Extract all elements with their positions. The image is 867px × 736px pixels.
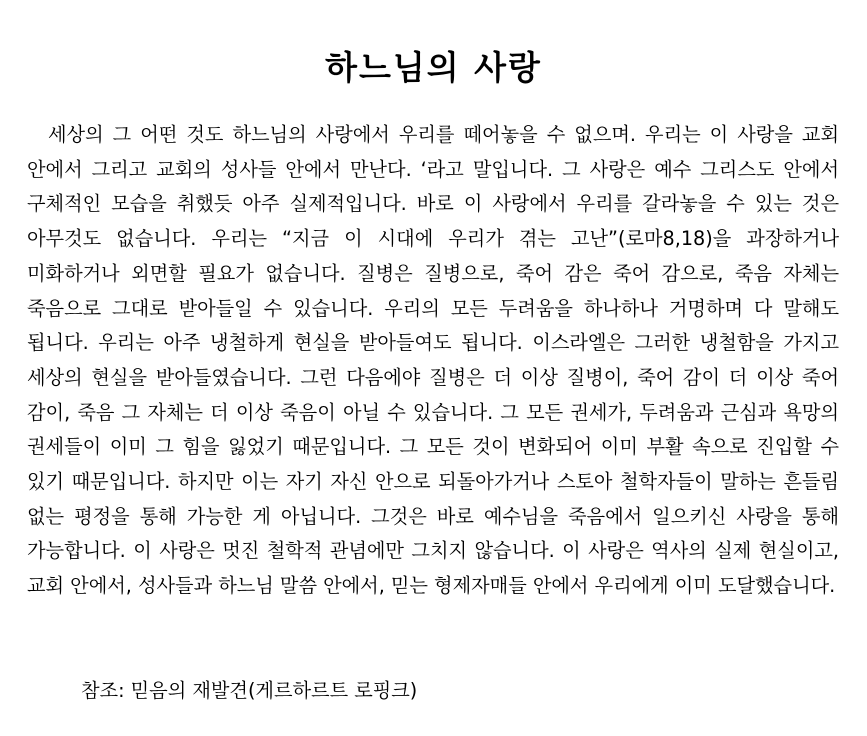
reference-line: 참조: 믿음의 재발견(게르하르트 로핑크) [81,679,418,702]
body-paragraph: 세상의 그 어떤 것도 하느님의 사랑에서 우리를 떼어놓을 수 없으며. 우리는 이 사랑을 교회 안에서 그리고 교회의 성사들 안에서 만난다. ‘라고 말입니다. 그 사랑은 예수 그리스도 안에서 구체적인 모습을 취했듯 아주 실제적입니다. 바로 이 사랑에서 우리를 갈라놓을 수 있는 것은 아무것도 없습니다. 우리는 “지금 이 시대에 우리가 겪는 고난”(로마8,18)을 과장하거나 미화하거나 외면할 필요가 없습니다. 질병은 질병으로, 죽어 감은 죽어 감으로, 죽음 자체는 죽음으로 그대로 받아들일 수 있습니다. 우리의 모든 두려움을 하나하나 거명하며 다 말해도 됩니다. 우리는 아주 냉철하게 현실을 받아들여도 됩니다. 이스라엘은 그러한 냉철함을 가지고 세상의 현실을 받아들였습니다. 그런 다음에야 질병은 더 이상 질병이, 죽어 감이 더 이상 죽어 감이, 죽음 그 자체는 더 이상 죽음이 아닐 수 있습니다. 그 모든 권세가, 두려움과 근심과 욕망의 권세들이 이미 그 힘을 잃었기 때문입니다. 그 모든 것이 변화되어 이미 부활 속으로 진입할 수 있기 때문입니다. 하지만 이는 자기 자신 안으로 되돌아가거나 스토아 철학자들이 말하는 흔들림 없는 평정을 통해 가능한 게 아닙니다. 그것은 바로 예수님을 죽음에서 일으키신 사랑을 통해 가능합니다. 이 사랑은 멋진 철학적 관념에만 그치지 않습니다. 이 사랑은 역사의 실제 현실이고, 교회 안에서, 성사들과 하느님 말씀 안에서, 믿는 형제자매들 안에서 우리에게 이미 도달했습니다. [27,123,839,598]
document-title: 하느님의 사랑 [325,48,542,88]
